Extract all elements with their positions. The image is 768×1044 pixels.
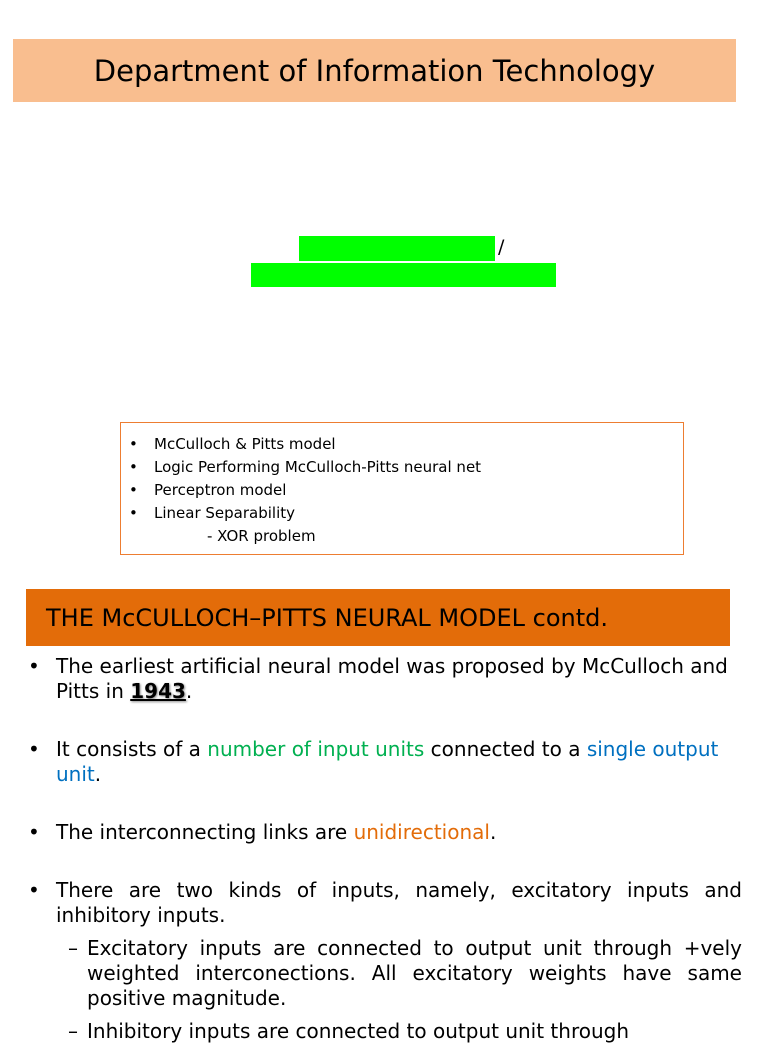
topic-item: • Perceptron model — [121, 479, 683, 502]
topics-list — [121, 423, 683, 525]
slide-content — [28, 654, 742, 1044]
highlight-unidirectional: unidirectional — [353, 820, 490, 844]
bullet-paragraph: • The earliest artificial neural model was proposed by McCulloch and Pitts in 1943. — [28, 654, 728, 703]
section-title: THE McCULLOCH–PITTS NEURAL MODEL contd. — [46, 603, 609, 632]
bullet-paragraph: • It consists of a number of input units connected to a single output unit. — [28, 737, 719, 786]
topic-subitem: - XOR problem — [207, 527, 316, 545]
bullet-paragraph: • There are two kinds of inputs, namely, excitatory inputs and inhibitory inputs. — [28, 878, 742, 927]
highlight-input-units: number of input units — [207, 737, 425, 761]
slash-separator: / — [498, 236, 505, 258]
topic-item: • McCulloch & Pitts model — [121, 433, 683, 456]
sub-bullet-paragraph: – Inhibitory inputs are connected to output unit through — [68, 1019, 630, 1043]
redacted-block-2 — [251, 263, 556, 287]
highlight-output-unit: single output unit — [56, 737, 719, 786]
section-banner — [26, 589, 730, 646]
department-banner — [13, 39, 736, 102]
bullet-icon: • — [28, 654, 40, 678]
dash-icon: – — [68, 936, 78, 960]
dash-icon: – — [68, 1019, 78, 1043]
bullet-icon: • — [129, 435, 138, 453]
topic-item: • Logic Performing McCulloch-Pitts neural net — [121, 456, 683, 479]
year-highlight: 1943 — [130, 679, 186, 703]
bullet-icon: • — [129, 481, 138, 499]
bullet-icon: • — [129, 458, 138, 476]
bullet-icon: • — [28, 878, 40, 902]
redacted-block-1 — [299, 236, 495, 261]
bullet-icon: • — [129, 504, 138, 522]
bullet-paragraph: • The interconnecting links are unidirectional. — [28, 820, 497, 844]
bullet-icon: • — [28, 820, 40, 844]
sub-bullet-paragraph: – Excitatory inputs are connected to output unit through +vely weighted interconections. All excitatory weights have same positive magnitude. — [68, 936, 742, 1010]
department-title: Department of Information Technology — [93, 53, 656, 88]
topic-item: • Linear Separability — [121, 502, 683, 525]
topics-box — [120, 422, 684, 555]
bullet-icon: • — [28, 737, 40, 761]
